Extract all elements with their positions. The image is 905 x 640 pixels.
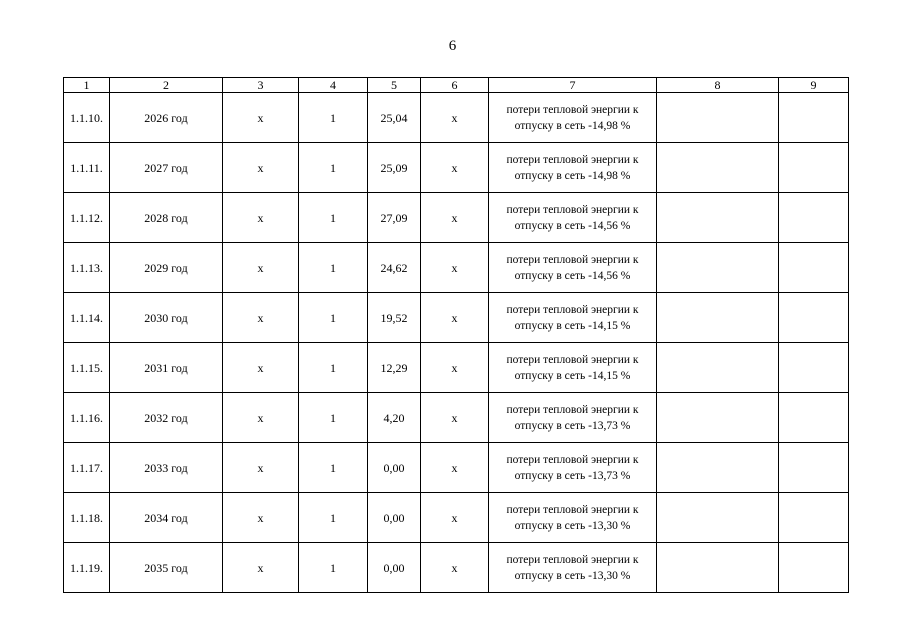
description-line-2: отпуску в сеть -14,56 % [514, 269, 631, 282]
col9-cell [779, 143, 849, 193]
col8-cell [657, 393, 779, 443]
col4-cell: 1 [299, 343, 368, 393]
description-cell [489, 293, 657, 343]
table-row [64, 543, 849, 593]
description-line-1: потери тепловой энергии к [506, 203, 639, 216]
description-line-1: потери тепловой энергии к [506, 503, 639, 516]
year-cell: 2035 год [110, 543, 223, 593]
description-cell [489, 443, 657, 493]
header-row [64, 78, 849, 93]
col9-cell [779, 193, 849, 243]
col6-cell: х [421, 393, 489, 443]
table-row [64, 243, 849, 293]
column-header: 1 [64, 78, 110, 93]
col9-cell [779, 393, 849, 443]
row-number-cell: 1.1.13. [64, 243, 110, 293]
table-row [64, 443, 849, 493]
column-header: 6 [421, 78, 489, 93]
description-cell [489, 193, 657, 243]
col6-cell: х [421, 293, 489, 343]
col3-cell: х [223, 293, 299, 343]
year-cell: 2034 год [110, 493, 223, 543]
description-cell [489, 93, 657, 143]
year-cell: 2033 год [110, 443, 223, 493]
description-cell [489, 393, 657, 443]
table-row [64, 493, 849, 543]
table-row [64, 293, 849, 343]
col8-cell [657, 543, 779, 593]
row-number-cell: 1.1.18. [64, 493, 110, 543]
col3-cell: х [223, 93, 299, 143]
column-header: 2 [110, 78, 223, 93]
col6-cell: х [421, 243, 489, 293]
col5-value-cell: 25,04 [368, 93, 421, 143]
col4-cell: 1 [299, 93, 368, 143]
col9-cell [779, 293, 849, 343]
table-row [64, 143, 849, 193]
col5-value-cell: 12,29 [368, 343, 421, 393]
table-row [64, 93, 849, 143]
col5-value-cell: 19,52 [368, 293, 421, 343]
year-cell: 2026 год [110, 93, 223, 143]
col4-cell: 1 [299, 443, 368, 493]
column-header: 7 [489, 78, 657, 93]
col5-value-cell: 24,62 [368, 243, 421, 293]
col3-cell: х [223, 543, 299, 593]
column-header: 8 [657, 78, 779, 93]
col9-cell [779, 493, 849, 543]
description-line-1: потери тепловой энергии к [506, 303, 639, 316]
col8-cell [657, 343, 779, 393]
col6-cell: х [421, 143, 489, 193]
col5-value-cell: 0,00 [368, 443, 421, 493]
description-line-2: отпуску в сеть -14,56 % [514, 219, 631, 232]
description-line-1: потери тепловой энергии к [506, 553, 639, 566]
description-line-2: отпуску в сеть -13,30 % [514, 519, 631, 532]
col3-cell: х [223, 243, 299, 293]
row-number-cell: 1.1.15. [64, 343, 110, 393]
col5-value-cell: 25,09 [368, 143, 421, 193]
col5-value-cell: 0,00 [368, 493, 421, 543]
col4-cell: 1 [299, 243, 368, 293]
col8-cell [657, 443, 779, 493]
col8-cell [657, 493, 779, 543]
col6-cell: х [421, 93, 489, 143]
col8-cell [657, 193, 779, 243]
description-line-2: отпуску в сеть -14,15 % [514, 369, 631, 382]
description-cell [489, 543, 657, 593]
col8-cell [657, 243, 779, 293]
col8-cell [657, 293, 779, 343]
row-number-cell: 1.1.19. [64, 543, 110, 593]
col4-cell: 1 [299, 293, 368, 343]
col4-cell: 1 [299, 493, 368, 543]
table-row [64, 343, 849, 393]
col5-value-cell: 0,00 [368, 543, 421, 593]
description-cell [489, 493, 657, 543]
col3-cell: х [223, 193, 299, 243]
table-row [64, 193, 849, 243]
col4-cell: 1 [299, 543, 368, 593]
col5-value-cell: 27,09 [368, 193, 421, 243]
description-line-1: потери тепловой энергии к [506, 453, 639, 466]
row-number-cell: 1.1.12. [64, 193, 110, 243]
col4-cell: 1 [299, 393, 368, 443]
description-line-2: отпуску в сеть -13,73 % [514, 419, 631, 432]
description-line-2: отпуску в сеть -14,98 % [514, 119, 631, 132]
row-number-cell: 1.1.14. [64, 293, 110, 343]
col3-cell: х [223, 143, 299, 193]
year-cell: 2029 год [110, 243, 223, 293]
col9-cell [779, 343, 849, 393]
year-cell: 2031 год [110, 343, 223, 393]
col6-cell: х [421, 193, 489, 243]
year-cell: 2028 год [110, 193, 223, 243]
col3-cell: х [223, 343, 299, 393]
col3-cell: х [223, 443, 299, 493]
description-line-1: потери тепловой энергии к [506, 103, 639, 116]
page-number: 6 [448, 38, 457, 54]
description-line-2: отпуску в сеть -13,30 % [514, 569, 631, 582]
col6-cell: х [421, 493, 489, 543]
table-row [64, 393, 849, 443]
col4-cell: 1 [299, 143, 368, 193]
description-line-1: потери тепловой энергии к [506, 153, 639, 166]
description-line-1: потери тепловой энергии к [506, 253, 639, 266]
column-header: 4 [299, 78, 368, 93]
data-table [63, 77, 849, 593]
description-line-2: отпуску в сеть -14,98 % [514, 169, 631, 182]
column-header: 3 [223, 78, 299, 93]
col9-cell [779, 443, 849, 493]
row-number-cell: 1.1.10. [64, 93, 110, 143]
col4-cell: 1 [299, 193, 368, 243]
col6-cell: х [421, 343, 489, 393]
year-cell: 2030 год [110, 293, 223, 343]
description-line-1: потери тепловой энергии к [506, 403, 639, 416]
col6-cell: х [421, 443, 489, 493]
description-cell [489, 243, 657, 293]
col3-cell: х [223, 393, 299, 443]
column-header: 9 [779, 78, 849, 93]
description-line-2: отпуску в сеть -13,73 % [514, 469, 631, 482]
col8-cell [657, 143, 779, 193]
col6-cell: х [421, 543, 489, 593]
col9-cell [779, 93, 849, 143]
year-cell: 2027 год [110, 143, 223, 193]
row-number-cell: 1.1.17. [64, 443, 110, 493]
col9-cell [779, 543, 849, 593]
col9-cell [779, 243, 849, 293]
row-number-cell: 1.1.11. [64, 143, 110, 193]
col5-value-cell: 4,20 [368, 393, 421, 443]
description-line-2: отпуску в сеть -14,15 % [514, 319, 631, 332]
description-cell [489, 343, 657, 393]
row-number-cell: 1.1.16. [64, 393, 110, 443]
col3-cell: х [223, 493, 299, 543]
description-cell [489, 143, 657, 193]
description-line-1: потери тепловой энергии к [506, 353, 639, 366]
col8-cell [657, 93, 779, 143]
year-cell: 2032 год [110, 393, 223, 443]
column-header: 5 [368, 78, 421, 93]
